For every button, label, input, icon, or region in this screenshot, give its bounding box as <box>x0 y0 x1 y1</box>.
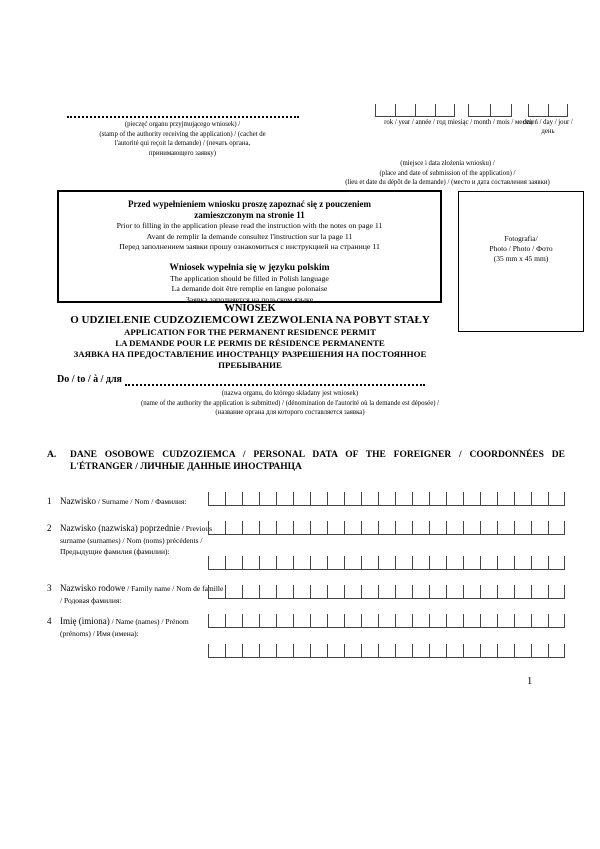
field-number: 1 <box>47 496 52 506</box>
title-line: WNIOSEK <box>224 303 276 314</box>
section-a-heading-line1: DANE OSOBOWE CUDZOZIEMCA / PERSONAL DATA OF THE FOREIGNER / COORDONNÉES DE <box>70 450 565 460</box>
stamp-caption: принимающего заявку) <box>148 149 217 157</box>
place-date-caption-line: (lieu et date du dépôt de la demande) / (место и дата составления заявки) <box>345 179 550 186</box>
title-line: LA DEMANDE POUR LE PERMIS DE RÉSIDENCE PERMANENTE <box>115 338 385 348</box>
date-day-label: dzień / day / jour / день <box>523 119 573 135</box>
stamp-dotted-line <box>67 110 299 118</box>
addressee-row <box>57 374 425 386</box>
addressee-caption-line: (name of the authority the application is submitted) / (dénomination de l'autorité où la demande est déposée) / <box>140 399 440 407</box>
title-line: O UDZIELENIE CUDZOZIEMCOWI ZEZWOLENIA NA POBYT STAŁY <box>70 314 430 326</box>
stamp-caption: l'autorité qui reçoit la demande) / (печать органа, <box>114 140 251 147</box>
addressee-captions <box>45 389 535 418</box>
notice-heading2-pl: Wniosek wypełnia się w języku polskim <box>169 262 330 273</box>
instruction-notice-box <box>57 190 442 303</box>
field-number: 2 <box>47 523 52 533</box>
stamp-caption: (stamp of the authority receiving the application) / (cachet de <box>99 130 266 138</box>
field-label-pl: Imię (imiona) <box>60 616 110 626</box>
field-label-translations: / Surname / Nom / Фамилия: <box>96 497 187 506</box>
notice-line-en: Prior to filling in the application please read the instruction with the notes on page 11 <box>116 221 383 230</box>
stamp-caption: (pieczęć organu przyjmującego wniosek) / <box>124 121 241 128</box>
stamp-block <box>55 110 310 158</box>
notice2-line-ru: Заявка заполняется на польском языке <box>185 294 314 304</box>
field-label-translations: / Name (names) / Prénom (prénoms) / Имя (имена): <box>60 617 189 638</box>
previous-surname-input-boxes-row2[interactable] <box>208 556 565 570</box>
field-family-name <box>47 583 225 606</box>
notice-line-fr: Avant de remplir la demande consultez l'instruction sur la page 11 <box>146 231 353 241</box>
date-day-field[interactable] <box>528 104 568 117</box>
field-surname <box>47 496 235 508</box>
field-previous-surname <box>47 523 233 558</box>
photo-caption-line: Fotografia/ <box>504 234 538 243</box>
photo-caption-line: (35 mm x 45 mm) <box>493 254 549 263</box>
previous-surname-input-boxes-row1[interactable] <box>208 521 565 535</box>
field-label <box>60 616 215 639</box>
field-label-pl: Nazwisko <box>60 496 96 506</box>
notice2-line-en: The application should be filled in Polish language <box>170 273 329 283</box>
date-month-field[interactable] <box>468 104 512 117</box>
family-name-input-boxes[interactable] <box>208 585 565 599</box>
page-number: 1 <box>527 676 533 687</box>
field-number: 3 <box>47 583 52 593</box>
section-a-heading <box>47 450 565 473</box>
form-title <box>50 303 450 371</box>
field-label <box>60 496 186 508</box>
photo-caption-line: Photo / Photo / Фото <box>489 244 553 253</box>
addressee-label: Do / to / à / для <box>57 374 122 385</box>
date-month-group <box>447 104 533 126</box>
date-year-group <box>375 104 455 126</box>
field-label-translations: / Family name / Nom de famille / Родовая фамилия: <box>60 584 224 605</box>
notice-line-ru: Перед заполнением заявки прошу ознакомиться с инструкцией на странице 11 <box>119 242 380 251</box>
notice-heading-pl: Przed wypełnieniem wniosku proszę zapoznać się z pouczeniem zamieszczonym na stronie 11 <box>127 199 372 220</box>
date-day-group <box>523 104 573 135</box>
field-label <box>60 583 225 606</box>
photo-placeholder-box <box>458 191 584 332</box>
date-year-field[interactable] <box>375 104 455 117</box>
place-date-caption-line: (place and date of submission of the application) / <box>379 169 516 177</box>
notice2-line-fr: La demande doit être remplie en langue polonaise <box>171 284 328 293</box>
date-year-label: rok / year / année / год <box>384 119 446 126</box>
section-a-letter: A. <box>47 450 57 460</box>
title-line: ПРЕБЫВАНИЕ <box>218 360 282 370</box>
place-date-caption-line: (miejsce i data złożenia wniosku) / <box>400 160 495 167</box>
field-label-pl: Nazwisko rodowe <box>60 583 126 593</box>
field-given-names <box>47 616 215 639</box>
submission-date-field <box>375 104 573 135</box>
addressee-dotted-line[interactable] <box>125 376 425 386</box>
date-month-label: miesiąc / month / mois / месяц <box>447 119 533 126</box>
section-a-heading-line2: L'ÉTRANGER / ЛИЧНЫЕ ДАННЫЕ ИНОСТРАНЦА <box>70 461 302 472</box>
given-names-input-boxes-row1[interactable] <box>208 614 565 628</box>
surname-input-boxes[interactable] <box>208 492 565 506</box>
field-label-pl: Nazwisko (nazwiska) poprzednie <box>60 523 180 533</box>
given-names-input-boxes-row2[interactable] <box>208 644 565 658</box>
addressee-caption-line: (nazwa organu, do którego składany jest wniosek) <box>221 390 359 397</box>
addressee-caption-line: (название органа для которого составляется заявка) <box>215 409 365 416</box>
field-number: 4 <box>47 616 52 626</box>
title-line: ЗАЯВКА НА ПРЕДОСТАВЛЕНИЕ ИНОСТРАНЦУ РАЗРЕШЕНИЯ НА ПОСТОЯННОЕ <box>73 349 427 359</box>
field-label-translations: / Previous surname (surnames) / Nom (noms) précédents / Предыдущие фамилия (фамилии): <box>60 524 213 556</box>
place-date-caption <box>300 159 595 188</box>
title-line: APPLICATION FOR THE PERMANENT RESIDENCE PERMIT <box>124 327 376 337</box>
